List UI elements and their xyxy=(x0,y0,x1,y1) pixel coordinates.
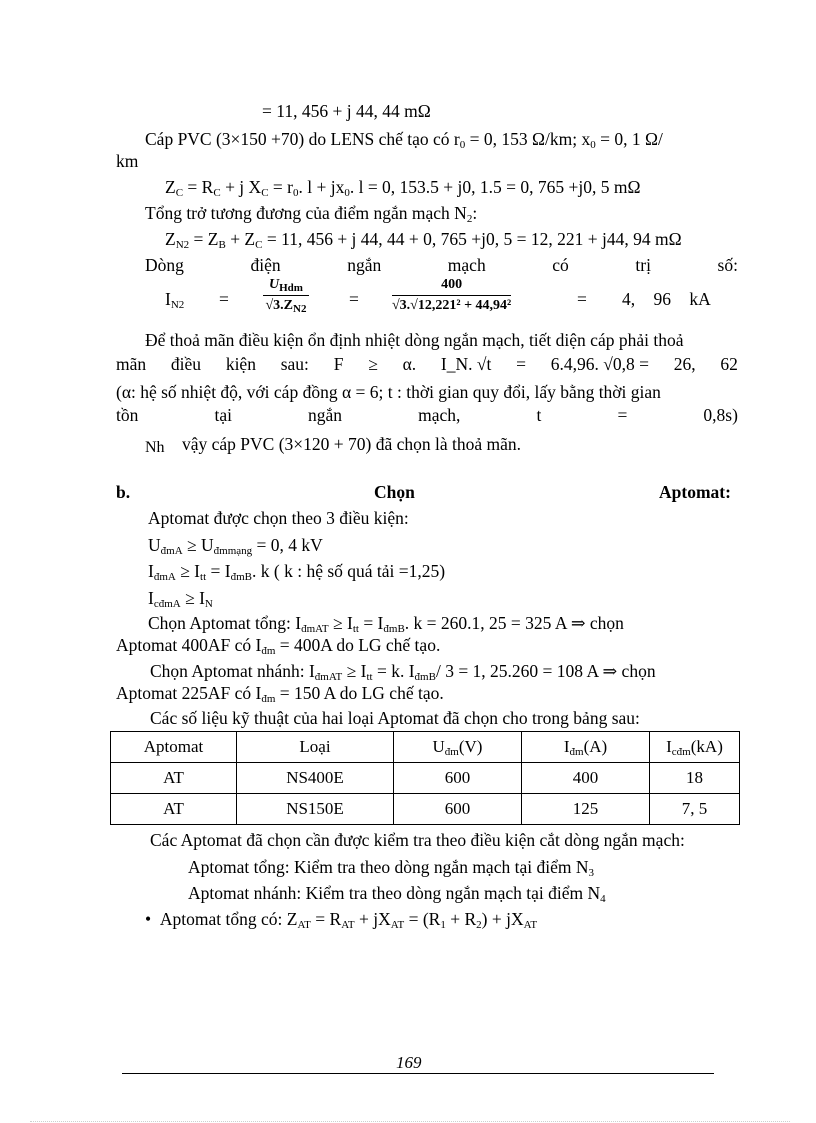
section-heading: Chọn xyxy=(374,482,415,502)
thermal-condition-line1: Để thoả mãn điều kiện ổn định nhiệt dòng ngắn mạch, tiết diện cáp phải thoả xyxy=(145,330,684,350)
header-cell: Loại xyxy=(237,732,394,763)
zn2-formula: $Z_{N2} = Z_B + Z_C = 11$, 456 + j 44, 44 + 0, 765 +j0, 5 = 12, 221 + j44, 94 mΩ xyxy=(165,229,682,251)
equals-sign: = xyxy=(577,289,587,309)
word: điện xyxy=(250,255,281,275)
equals-sign: = xyxy=(349,289,359,309)
word: có xyxy=(552,255,569,275)
table-cell: 7, 5 xyxy=(650,794,740,825)
cable-text-a: Cáp PVC (3×150 +70) do LENS chế tạo có r xyxy=(145,129,460,149)
check-intro: Các Aptomat đã chọn cần được kiểm tra theo điều kiện cắt dòng ngắn mạch: xyxy=(150,830,685,850)
section-heading-aptomat: Aptomat: xyxy=(659,482,731,502)
header-cell: $I_{cđm}(kA)$ xyxy=(650,732,740,763)
table-cell: 18 xyxy=(650,763,740,794)
word: Dòng xyxy=(145,255,184,275)
thermal-note-line1: (α: hệ số nhiệt độ, với cáp đồng α = 6; t : thời gian quy đổi, lấy bằng thời gian xyxy=(116,382,661,402)
table-row xyxy=(111,794,740,825)
table-header-row xyxy=(111,732,740,763)
unit-km: km xyxy=(116,151,139,171)
word: trị xyxy=(635,255,651,275)
word: ngắn xyxy=(347,255,382,275)
table-cell: 600 xyxy=(394,763,522,794)
footer-rule xyxy=(122,1073,714,1074)
current-heading xyxy=(145,254,738,276)
header-cell: $I_{đm}(A)$ xyxy=(522,732,650,763)
thermal-note-line2: tồn tại ngắn mạch, t = 0,8s) xyxy=(116,405,738,425)
section-letter: b. xyxy=(116,482,131,502)
main-breaker-selection: Chọn Aptomat tổng: $I_{đmAT} \ge I_{tt} = I_{đmB}$. k = 260.1, 25 = 325 A ⇒ chọn xyxy=(148,613,624,635)
table-row xyxy=(111,763,740,794)
header-cell: Aptomat xyxy=(111,732,237,763)
zc-formula: $Z_C = R_C + j$ $X_C = r_0$. $l + jx_0$. l = 0, 153.5 + j0, 1.5 = 0, 765 +j0, 5 mΩ xyxy=(165,177,641,199)
table-cell: 600 xyxy=(394,794,522,825)
cable-spec-line: Cáp PVC (3×150 +70) do LENS chế tạo có $r_0 = 0$, 153 Ω/km; $x_0 = 0$, 1 Ω/ xyxy=(145,129,663,151)
aptomat-spec-table xyxy=(110,731,740,825)
condition-breaking: $I_{cđmA} \ge I_N$ xyxy=(148,588,213,610)
equals-sign: = xyxy=(219,289,229,309)
check-branch: Aptomat nhánh: Kiểm tra theo dòng ngắn mạch tại điểm $N_4$ xyxy=(188,883,606,905)
bullet-main-impedance: • Aptomat tổng có: $Z_{AT} = R_{AT} + jX_{AT} = (R_1 + R_2) + jX_{AT}$ xyxy=(145,909,538,931)
impedance-result: = 11, 456 + j 44, 44 mΩ xyxy=(262,101,431,121)
bullet-icon: • xyxy=(145,909,152,929)
branch-breaker-model: Aptomat 225AF có $I_{đm} = 150$ A do LG chế tạo. xyxy=(116,683,444,705)
cable-text-c: = 0, 1 Ω/ xyxy=(595,129,663,149)
condition-current: $I_{đmA} \ge I_{tt} = I_{đmB}$. k ( k : hệ số quá tải =1,25) xyxy=(148,561,446,583)
in2-label: $I_{N2}$ xyxy=(165,289,185,311)
table-caption: Các số liệu kỹ thuật của hai loại Aptomat đã chọn cho trong bảng sau: xyxy=(150,708,640,728)
table-cell: NS400E xyxy=(237,763,394,794)
thermal-condition-line2: mãn điều kiện sau: F ≥ α. I_N. √t = 6.4,96. √0,8 = 26, 62 xyxy=(116,354,738,374)
table-cell: 125 xyxy=(522,794,650,825)
equiv-impedance-title: Tổng trở tương đương của điểm ngắn mạch $N_2$: xyxy=(145,203,478,225)
word: mạch xyxy=(447,255,486,275)
nh-fragment: Nh xyxy=(145,439,165,456)
header-cell: $U_{đm}(V)$ xyxy=(394,732,522,763)
aptomat-conditions-title: Aptomat được chọn theo 3 điều kiện: xyxy=(148,508,409,528)
page-number: 169 xyxy=(396,1053,422,1072)
word: số: xyxy=(717,255,738,275)
check-main: Aptomat tổng: Kiểm tra theo dòng ngắn mạch tại điểm $N_3$ xyxy=(188,857,594,879)
page-edge xyxy=(30,1121,790,1122)
condition-voltage: $U_{đmA} \ge U_{đmmạng} = 0$, 4 kV xyxy=(148,535,323,557)
in2-value: 4, 96 kA xyxy=(622,289,711,309)
branch-breaker-selection: Chọn Aptomat nhánh: $I_{đmAT} \ge I_{tt} = k$. $I_{đmB}/$ 3 = 1, 25.260 = 108 A ⇒ chọn xyxy=(150,661,656,683)
table-cell: 400 xyxy=(522,763,650,794)
table-cell: AT xyxy=(111,763,237,794)
table-cell: AT xyxy=(111,794,237,825)
fraction-numeric: $\frac{400}{\text{√3.√12,221² + 44,94²}}$ xyxy=(392,277,512,313)
cable-text-b: = 0, 153 Ω/km; x xyxy=(465,129,591,149)
main-breaker-model: Aptomat 400AF có $I_{đm} = 400A$ do LG chế tạo. xyxy=(116,635,441,657)
fraction-general: $U_{Hdm}$ $√3.Z_{N2}$ xyxy=(263,277,309,314)
table-cell: NS150E xyxy=(237,794,394,825)
conclusion-line: vậy cáp PVC (3×120 + 70) đã chọn là thoả mãn. xyxy=(182,434,522,454)
